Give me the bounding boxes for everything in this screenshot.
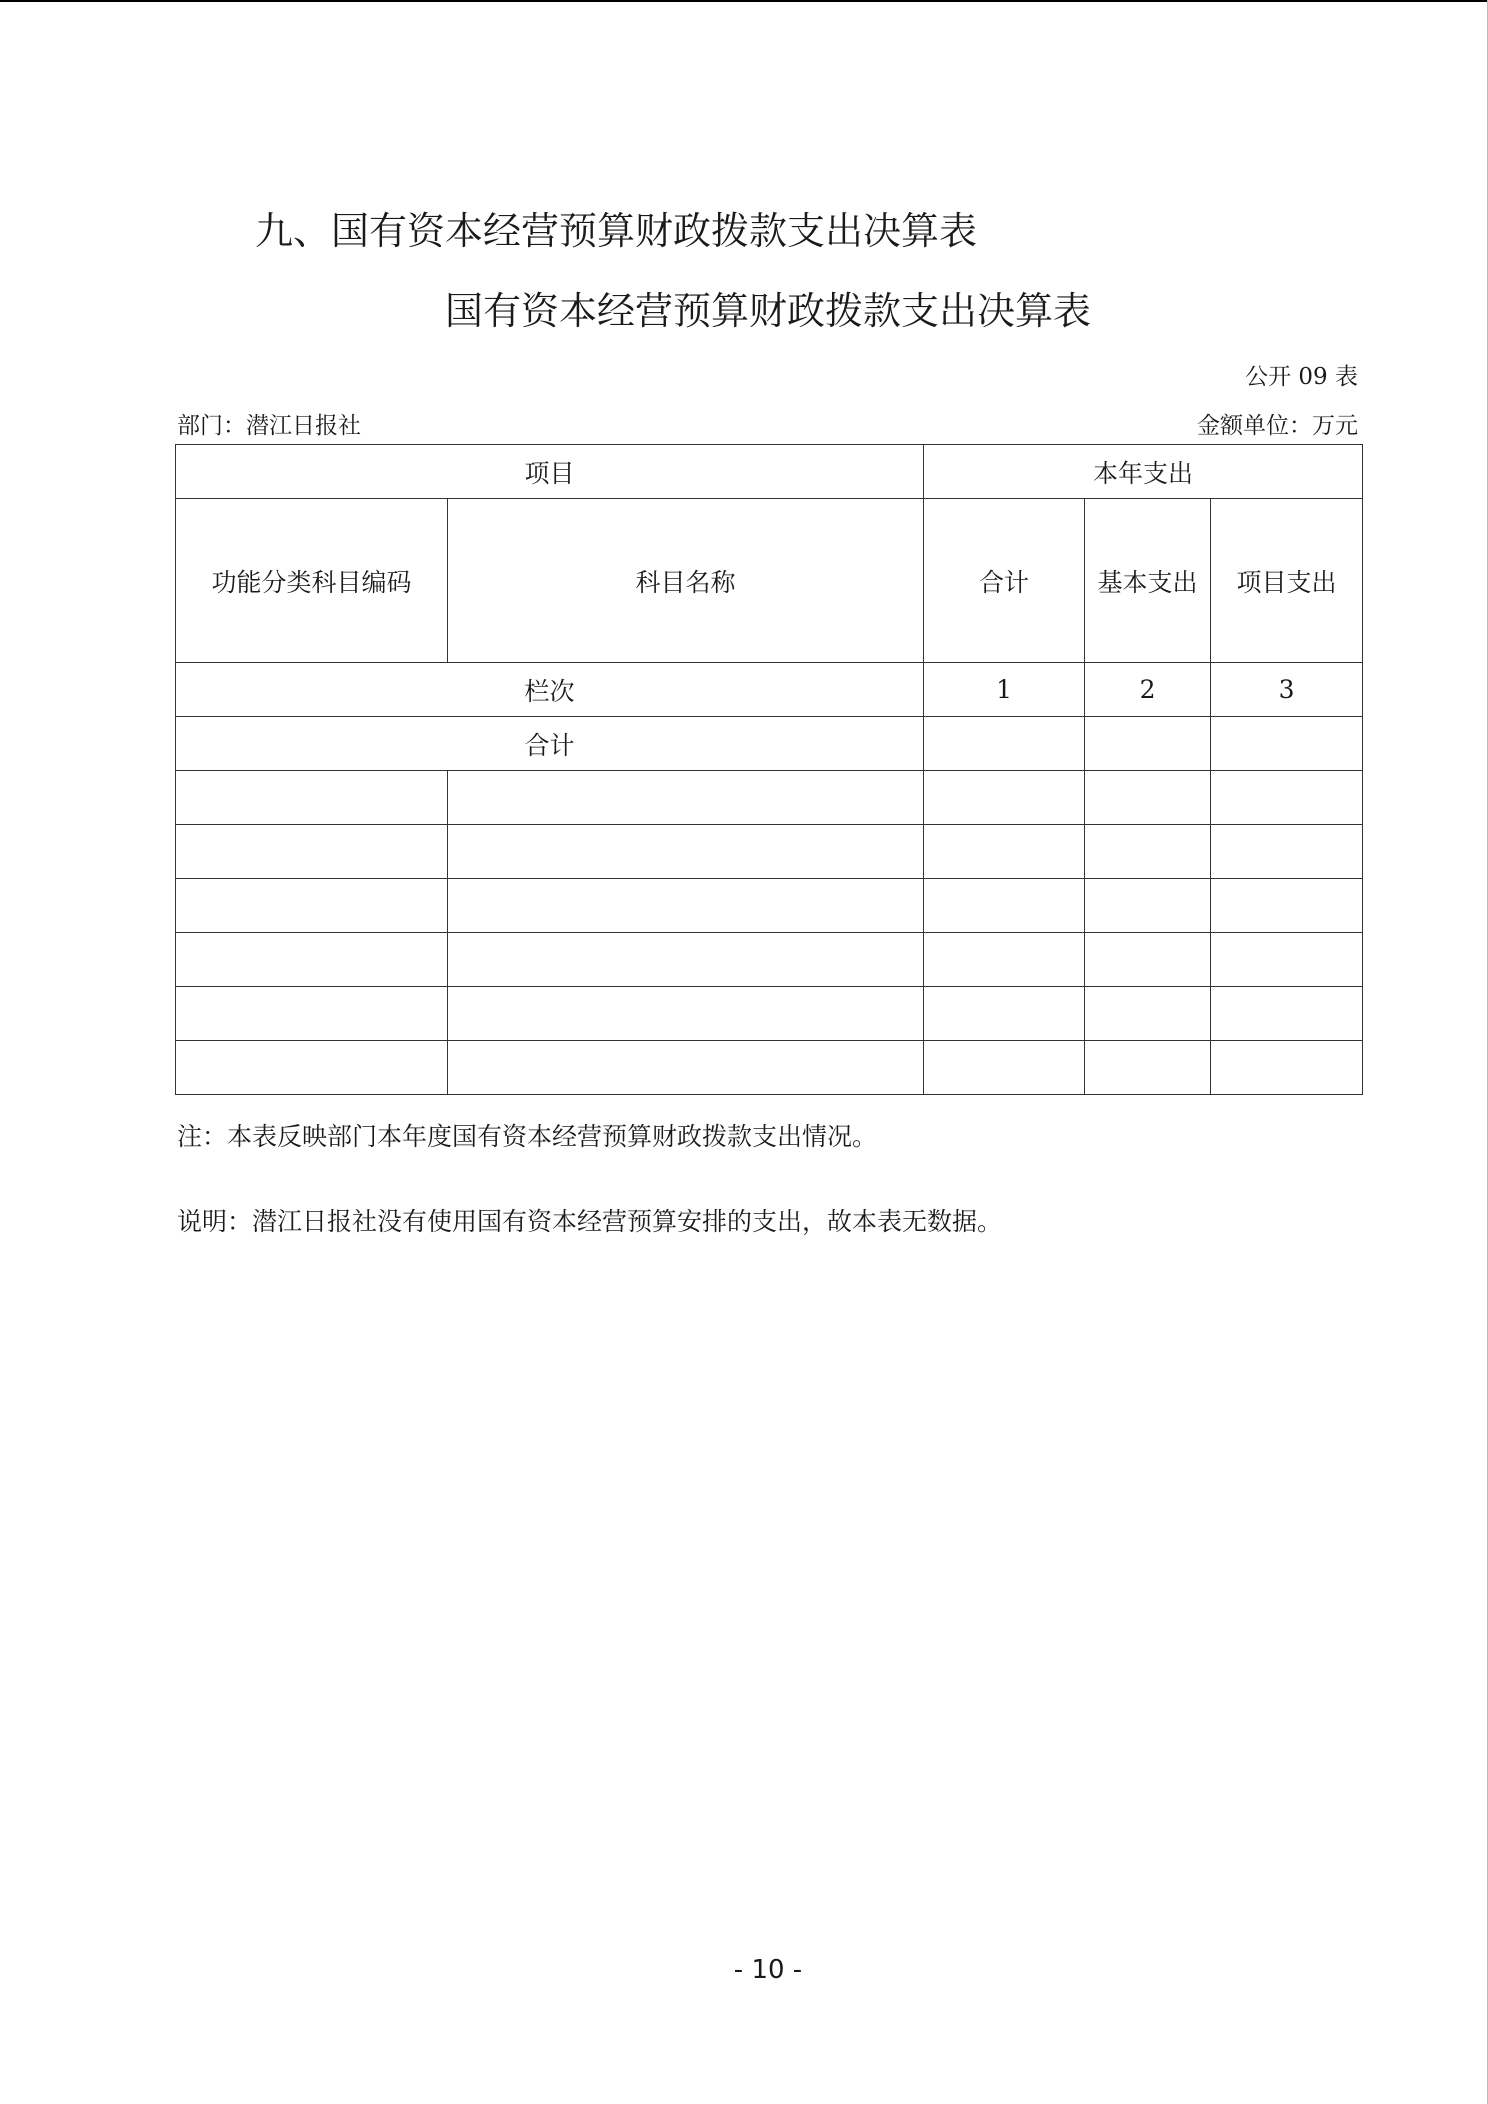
department-label: 部门：潜江日报社 <box>177 413 361 439</box>
name-cell <box>448 933 924 987</box>
name-cell <box>448 1041 924 1095</box>
code-cell <box>176 987 448 1041</box>
basic-cell <box>1085 933 1211 987</box>
code-cell <box>176 825 448 879</box>
total-cell-3 <box>1211 717 1363 771</box>
header-row-1 <box>176 445 1363 499</box>
code-cell <box>176 879 448 933</box>
total-row <box>176 717 1363 771</box>
section-heading: 九、国有资本经营预算财政拨款支出决算表 <box>255 209 978 253</box>
project-cell <box>1211 987 1363 1041</box>
basic-cell <box>1085 825 1211 879</box>
basic-cell <box>1085 879 1211 933</box>
budget-table <box>175 444 1363 1095</box>
column-index-3: 3 <box>1211 663 1363 717</box>
table-row <box>176 987 1363 1041</box>
name-cell <box>448 879 924 933</box>
table-row <box>176 879 1363 933</box>
total-cell <box>924 933 1085 987</box>
total-cell <box>924 771 1085 825</box>
basic-cell <box>1085 771 1211 825</box>
project-cell <box>1211 933 1363 987</box>
project-cell <box>1211 879 1363 933</box>
basic-cell <box>1085 987 1211 1041</box>
total-cell <box>924 825 1085 879</box>
project-cell <box>1211 771 1363 825</box>
table-row <box>176 825 1363 879</box>
table-title: 国有资本经营预算财政拨款支出决算表 <box>444 289 1091 333</box>
total-label: 合计 <box>176 717 924 771</box>
project-cell <box>1211 825 1363 879</box>
total-cell-1 <box>924 717 1085 771</box>
name-cell <box>448 825 924 879</box>
header-row-2 <box>176 499 1363 663</box>
project-cell <box>1211 1041 1363 1095</box>
header-total: 合计 <box>924 499 1085 663</box>
unit-label: 金额单位：万元 <box>1197 413 1358 439</box>
header-item-group: 项目 <box>176 445 924 499</box>
table-row <box>176 1041 1363 1095</box>
column-index-row <box>176 663 1363 717</box>
header-name: 科目名称 <box>448 499 924 663</box>
basic-cell <box>1085 1041 1211 1095</box>
top-border <box>0 0 1488 2</box>
name-cell <box>448 987 924 1041</box>
name-cell <box>448 771 924 825</box>
code-cell <box>176 1041 448 1095</box>
header-expense-group: 本年支出 <box>924 445 1363 499</box>
column-index-1: 1 <box>924 663 1085 717</box>
total-cell <box>924 987 1085 1041</box>
form-code: 公开 09 表 <box>1245 364 1358 390</box>
header-code: 功能分类科目编码 <box>176 499 448 663</box>
code-cell <box>176 771 448 825</box>
total-cell <box>924 879 1085 933</box>
column-index-label: 栏次 <box>176 663 924 717</box>
table-note: 注：本表反映部门本年度国有资本经营预算财政拨款支出情况。 <box>177 1122 878 1151</box>
table-row <box>176 933 1363 987</box>
column-index-2: 2 <box>1085 663 1211 717</box>
total-cell <box>924 1041 1085 1095</box>
page-number: - 10 - <box>733 1955 803 1985</box>
explanation: 说明：潜江日报社没有使用国有资本经营预算安排的支出，故本表无数据。 <box>177 1207 1003 1236</box>
table-row <box>176 771 1363 825</box>
header-basic: 基本支出 <box>1085 499 1211 663</box>
code-cell <box>176 933 448 987</box>
header-project: 项目支出 <box>1211 499 1363 663</box>
total-cell-2 <box>1085 717 1211 771</box>
